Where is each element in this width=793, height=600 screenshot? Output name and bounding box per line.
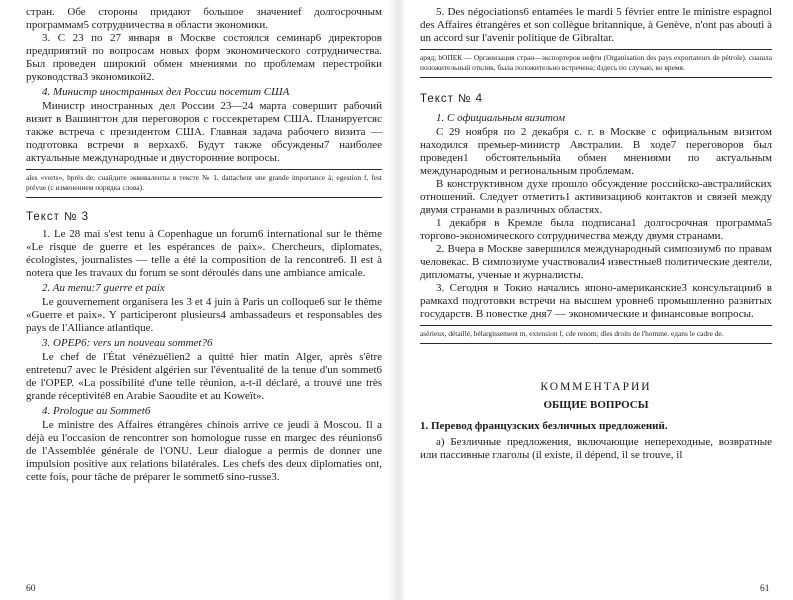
paragraph: стран. Обе стороны придают большое значениеf долгосрочным программам5 сотрудничества в области экономики. xyxy=(26,6,382,31)
paragraph: Le ministre des Affaires étrangères chinois arrive ce jeudi à Moscou. Il a déjà eu l'occasion de rencontrer son homologue russe en margec des réunions6 de l'Assemblée générale de l'ONU. Leur dialogue a permis de donner une impulsion positive aux relations bilatérales. Les chefs des deux diplomaties ont, cette fois, pour tâche de préparer le sommet6 sino-russe3. xyxy=(26,419,382,483)
paragraph: 1. Le 28 mai s'est tenu à Copenhague un forum6 international sur le thème «Le risque de guerre et les espérances de paix». Chercheurs, diplomates, écologistes, journalistes — telle a été la composition de la rencontre6. Il est à notera que les travaux du forum se sont déroulés dans une ambiance amicale. xyxy=(26,228,382,279)
footnote-divider xyxy=(420,77,772,78)
footnote-divider xyxy=(420,343,772,344)
footnote-divider xyxy=(420,49,772,50)
spacer xyxy=(420,412,772,420)
left-page xyxy=(0,0,390,600)
spacer xyxy=(420,347,772,381)
footnote: aряд; bОПЕК — Организация стран—экспортеров нефти (Organisation des pays exportateurs de pétrole). cнашла положительный отклик, была положительно встречена; dздесь по случаю, во время. xyxy=(420,53,772,72)
page-number-left: 60 xyxy=(26,584,36,594)
section-subtitle: ОБЩИЕ ВОПРОСЫ xyxy=(543,399,649,411)
footnote-divider xyxy=(420,325,772,326)
right-page-column xyxy=(420,6,772,462)
paragraph: а) Безличные предложения, включающие непереходные, возвратные или пассивные глаголы (il existe, il dépend, il se trouve, il xyxy=(420,436,772,461)
left-page-column xyxy=(26,6,382,484)
paragraph: Le gouvernement organisera les 3 et 4 juin à Paris un colloque6 sur le thème «Guerre et paix». Y participeront plusieurs4 ambassadeurs et responsables des pays de l'Alliance atlantique. xyxy=(26,296,382,334)
paragraph: 3. Сегодня в Токио начались японо-американские3 консультации6 в рамкахd подготовки встречи на высшем уровне6 промышленно развитых государств. В повестке дня7 — экономические и финансовые вопросы. xyxy=(420,282,772,320)
paragraph: В конструктивном духе прошло обсуждение российско-австралийских отношений. Следует отметить1 активизацию6 контактов и связей между двумя странами в различных областях. xyxy=(420,178,772,216)
paragraph: 1 декабря в Кремле была подписана1 долгосрочная программа5 торгово-экономического сотрудничества между двумя странами. xyxy=(420,217,772,242)
news-item-title: 1. С официальным визитом xyxy=(436,112,565,124)
text-heading: Текст № 3 xyxy=(26,211,90,223)
comment-heading: 1. Перевод французских безличных предложений. xyxy=(420,420,668,432)
section-title: КОММЕНТАРИИ xyxy=(540,381,652,393)
paragraph: С 29 ноября по 2 декабря с. г. в Москве с официальным визитом находился премьер-министр Австралии. В ходе7 переговоров был проведен1 обстоятельныйa обмен мнениями по актуальным международным и региональным проблемам. xyxy=(420,126,772,177)
news-item-title: 4. Prologue au Sommet6 xyxy=(42,405,151,417)
spacer xyxy=(420,105,772,110)
footnote: asérieux, détaillé, bélargissement m, extension f, cde renom; dles droits de l'homme. eдans le cadre de. xyxy=(420,329,724,338)
paragraph: 3. С 23 по 27 января в Москве состоялся семинар6 директоров предприятий по вопросам новых форм экономического сотрудничества. Был проведен широкий обмен мнениями по проблемам перестройки руководства3 экономикой2. xyxy=(26,32,382,83)
footnote-divider xyxy=(26,197,382,198)
spacer xyxy=(420,81,772,93)
paragraph: Le chef de l'État vénézuélien2 a quitté hier matin Alger, après s'être entretenu7 avec le Président algérien sur l'éventualité de la tenue d'un sommet6 de l'OPEP. «La possibilité d'une telle réunion, a-t-il déclaré, a trouvé une très grande réceptivité8 en Arabie Saoudite et au Koweït». xyxy=(26,351,382,402)
page-number-right: 61 xyxy=(760,584,770,594)
paragraph: Министр иностранных дел России 23—24 марта совершит рабочий визит в Вашингтон для переговоров с госсекретарем США. Планируетсяc также встреча с президентом США. Главная задача рабочего визита — подготовка встречи в верхах6. Будут также обсуждены7 наиболее актуальные международные и двусторонние вопросы. xyxy=(26,100,382,164)
spacer xyxy=(26,201,382,211)
footnote-divider xyxy=(26,169,382,170)
paragraph: 2. Вчера в Москве завершился международный симпозиум6 по правам человекаc. В симпозиуме участвовали4 известные8 политические деятели, дипломаты, ученые и журналисты. xyxy=(420,243,772,281)
news-item-title: 4. Министр иностранных дел России посетит США xyxy=(42,86,290,98)
paragraph: 5. Des négociations6 entamées le mardi 5 février entre le ministre espagnol des Affaires étrangères et son collègue britannique, à Genève, n'ont pas abouti à un accord sur l'avenir politique de Gibraltar. xyxy=(420,6,772,44)
text-heading: Текст № 4 xyxy=(420,93,484,105)
news-item-title: 3. OPEP6: vers un nouveau sommet?6 xyxy=(42,337,213,349)
footnote: ales «verts», bprès de; cнайдите эквиваленты в тексте № 1, dattachent une grande importance à; egestion f, fest prévue (с изменением порядка слова). xyxy=(26,173,382,192)
news-item-title: 2. Au menu:7 guerre et paix xyxy=(42,282,165,294)
right-page xyxy=(404,0,790,600)
